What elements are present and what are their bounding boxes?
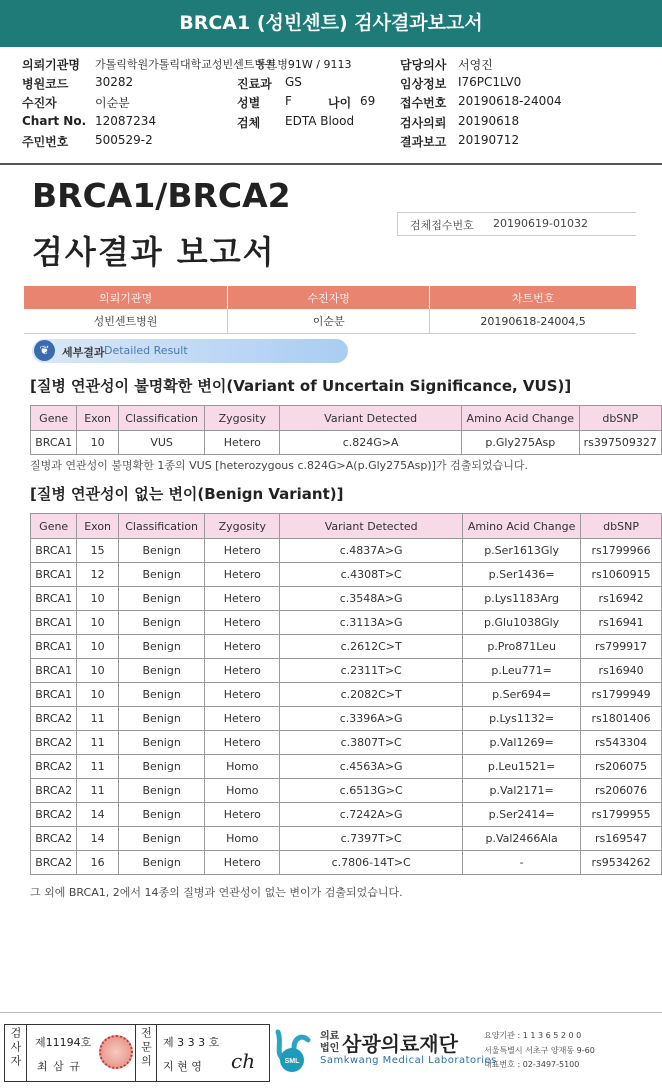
hospital-value: 가톨릭학원가톨릭대학교성빈센트병원: [95, 58, 276, 71]
table-row: [31, 587, 662, 611]
table-cell: c.4308T>C: [280, 563, 463, 587]
table-cell: p.Val2171=: [463, 779, 581, 803]
vus-section-title: [질병 연관성이 불명확한 변이(Variant of Uncertain Significance, VUS)]: [30, 377, 572, 395]
doctor-label: 담당의사: [400, 58, 447, 72]
specialist-number: 제 3 3 3 호: [163, 1036, 220, 1049]
vus-column-header: Zygosity: [205, 406, 280, 431]
table-row: [31, 707, 662, 731]
vus-column-header: dbSNP: [579, 406, 662, 431]
table-cell: Hetero: [205, 431, 280, 455]
request-label: 검사의뢰: [400, 116, 447, 130]
table-cell: BRCA1: [31, 587, 77, 611]
table-cell: Benign: [118, 731, 205, 755]
inspector-name: 최 삼 규: [37, 1060, 81, 1073]
org-phone: 대표번호 : 02-3497-5100: [484, 1060, 580, 1069]
table-cell: Benign: [118, 827, 205, 851]
table-cell: 11: [77, 731, 118, 755]
table-cell: 14: [77, 827, 118, 851]
table-cell: c.2612C>T: [280, 635, 463, 659]
table-cell: c.7397T>C: [280, 827, 463, 851]
vus-column-header: Gene: [31, 406, 77, 431]
table-cell: c.824G>A: [280, 431, 462, 455]
table-cell: p.Glu1038Gly: [463, 611, 581, 635]
table-cell: c.3396A>G: [280, 707, 463, 731]
vus-table: [30, 405, 662, 455]
table-row: [31, 683, 662, 707]
table-cell: p.Pro871Leu: [463, 635, 581, 659]
table-cell: c.2082C>T: [280, 683, 463, 707]
benign-column-header: dbSNP: [581, 514, 662, 539]
table-cell: Hetero: [205, 851, 280, 875]
doctor-value: 서영진: [458, 58, 493, 72]
table-cell: rs16942: [581, 587, 662, 611]
table-cell: 11: [77, 755, 118, 779]
detail-label-ko: 세부결과: [62, 346, 105, 359]
org-english-name: Samkwang Medical Laboratories: [320, 1055, 497, 1066]
table-cell: c.3113A>G: [280, 611, 463, 635]
table-row: [31, 755, 662, 779]
table-cell: BRCA2: [31, 851, 77, 875]
table-cell: 10: [77, 659, 118, 683]
table-cell: Homo: [205, 779, 280, 803]
table-cell: 10: [77, 635, 118, 659]
org-address: 서울특별시 서초구 양재동 9-60: [484, 1046, 595, 1055]
table-row: [31, 827, 662, 851]
table-cell: BRCA1: [31, 659, 77, 683]
table-cell: BRCA2: [31, 707, 77, 731]
specimen-receipt-value: 20190619-01032: [493, 217, 588, 230]
table-cell: Hetero: [205, 707, 280, 731]
table-cell: 11: [77, 707, 118, 731]
table-row: [31, 611, 662, 635]
summary-header: 차트번호: [430, 286, 636, 309]
report-title-line2: 검사결과 보고서: [32, 233, 276, 271]
table-cell: rs169547: [581, 827, 662, 851]
table-cell: rs206076: [581, 779, 662, 803]
logo-badge-text: SML: [284, 1058, 300, 1065]
report-banner: BRCA1 (성빈센트) 검사결과보고서: [0, 0, 662, 47]
table-cell: BRCA1: [31, 635, 77, 659]
ribbon-icon: ❦: [34, 340, 55, 361]
table-row: [31, 539, 662, 563]
table-cell: p.Ser2414=: [463, 803, 581, 827]
dept-value: GS: [285, 75, 302, 89]
table-cell: c.4563A>G: [280, 755, 463, 779]
table-cell: p.Lys1132=: [463, 707, 581, 731]
benign-header-row: [31, 514, 662, 539]
specialist-name: 지 현 영: [163, 1060, 202, 1073]
benign-column-header: Amino Acid Change: [463, 514, 581, 539]
org-name: 삼광의료재단: [342, 1032, 458, 1056]
specialist-label-text: 전문의: [139, 1027, 153, 1069]
summary-table: [24, 286, 636, 334]
table-cell: BRCA2: [31, 731, 77, 755]
inspector-number: 제11194호: [35, 1036, 92, 1049]
table-cell: c.3548A>G: [280, 587, 463, 611]
table-row: [31, 851, 662, 875]
table-cell: -: [463, 851, 581, 875]
request-value: 20190618: [458, 114, 520, 128]
table-cell: Benign: [118, 659, 205, 683]
benign-column-header: Gene: [31, 514, 77, 539]
benign-table: [30, 513, 662, 875]
patient-label: 수진자: [22, 96, 57, 110]
table-cell: 16: [77, 851, 118, 875]
table-cell: Benign: [118, 779, 205, 803]
table-cell: c.7242A>G: [280, 803, 463, 827]
table-cell: Benign: [118, 755, 205, 779]
vus-column-header: Variant Detected: [280, 406, 462, 431]
age-value: 69: [360, 94, 376, 108]
table-cell: VUS: [118, 431, 205, 455]
hospital-label: 의뢰기관명: [22, 58, 80, 72]
table-cell: BRCA2: [31, 803, 77, 827]
table-cell: rs1799949: [581, 683, 662, 707]
dept-label: 진료과: [237, 77, 272, 91]
chart-value: 12087234: [95, 114, 157, 128]
report-title-line1: BRCA1/BRCA2: [32, 176, 291, 215]
table-cell: Hetero: [205, 611, 280, 635]
table-cell: BRCA1: [31, 431, 77, 455]
org-type: 의료 법인: [320, 1031, 340, 1054]
table-cell: Hetero: [205, 563, 280, 587]
table-cell: 15: [77, 539, 118, 563]
benign-note: 그 외에 BRCA1, 2에서 14종의 질병과 연관성이 없는 변이가 검출되었습니다.: [30, 886, 403, 899]
seal-stamp-icon: [99, 1035, 133, 1069]
table-cell: p.Gly275Asp: [462, 431, 579, 455]
table-cell: c.4837A>G: [280, 539, 463, 563]
table-cell: Homo: [205, 827, 280, 851]
table-cell: c.2311T>C: [280, 659, 463, 683]
table-cell: 14: [77, 803, 118, 827]
table-cell: Hetero: [205, 683, 280, 707]
table-cell: rs16941: [581, 611, 662, 635]
specimen-label: 검체: [237, 116, 261, 130]
header-divider: [0, 163, 662, 165]
table-cell: p.Leu1521=: [463, 755, 581, 779]
table-row: [31, 779, 662, 803]
table-cell: BRCA2: [31, 827, 77, 851]
summary-header: 수진자명: [228, 286, 430, 309]
table-cell: rs1801406: [581, 707, 662, 731]
table-cell: BRCA2: [31, 779, 77, 803]
detail-label-en: Detailed Result: [104, 344, 188, 357]
table-row: [31, 731, 662, 755]
table-cell: Benign: [118, 587, 205, 611]
table-cell: rs1060915: [581, 563, 662, 587]
vus-column-header: Amino Acid Change: [462, 406, 579, 431]
summary-header: 의뢰기관명: [24, 286, 228, 309]
table-cell: 10: [77, 611, 118, 635]
table-cell: p.Val1269=: [463, 731, 581, 755]
benign-column-header: Exon: [77, 514, 118, 539]
table-row: [31, 659, 662, 683]
table-cell: rs397509327: [579, 431, 662, 455]
table-cell: rs16940: [581, 659, 662, 683]
table-cell: Hetero: [205, 803, 280, 827]
table-cell: p.Ser694=: [463, 683, 581, 707]
benign-column-header: Variant Detected: [280, 514, 463, 539]
table-cell: Benign: [118, 539, 205, 563]
table-cell: c.6513G>C: [280, 779, 463, 803]
table-cell: c.7806-14T>C: [280, 851, 463, 875]
detailed-result-bar: [32, 339, 348, 363]
receipt-label: 접수번호: [400, 96, 447, 110]
summary-cell: 20190618-24004,5: [430, 309, 636, 334]
table-cell: 10: [77, 683, 118, 707]
table-cell: rs543304: [581, 731, 662, 755]
ssn-label: 주민번호: [22, 135, 69, 149]
table-cell: Benign: [118, 803, 205, 827]
benign-column-header: Classification: [118, 514, 205, 539]
table-cell: p.Ser1436=: [463, 563, 581, 587]
table-row: [31, 563, 662, 587]
specimen-value: EDTA Blood: [285, 114, 355, 128]
table-cell: Benign: [118, 563, 205, 587]
summary-cell: 이순분: [228, 309, 430, 334]
table-cell: 10: [77, 431, 118, 455]
table-cell: Benign: [118, 851, 205, 875]
table-cell: 12: [77, 563, 118, 587]
signature-box: [4, 1024, 270, 1082]
clinical-value: I76PC1LV0: [458, 75, 522, 89]
table-cell: BRCA2: [31, 755, 77, 779]
code-label: 병원코드: [22, 77, 69, 91]
vus-header-row: [31, 406, 662, 431]
inspector-label-text: 검사자: [9, 1027, 22, 1069]
signature: ch: [231, 1049, 256, 1073]
table-cell: BRCA1: [31, 563, 77, 587]
table-cell: Hetero: [205, 731, 280, 755]
inspector-label: [5, 1025, 27, 1081]
sex-label: 성별: [237, 96, 261, 110]
age-label: 나이: [328, 96, 352, 110]
vus-note: 질병과 연관성이 불명확한 1종의 VUS [heterozygous c.824G>A(p.Gly275Asp)]가 검출되었습니다.: [30, 459, 528, 472]
table-cell: p.Val2466Ala: [463, 827, 581, 851]
report-value: 20190712: [458, 133, 520, 147]
table-cell: Hetero: [205, 587, 280, 611]
table-cell: rs799917: [581, 635, 662, 659]
patient-value: 이순분: [95, 96, 130, 110]
vus-column-header: Exon: [77, 406, 118, 431]
table-cell: Benign: [118, 707, 205, 731]
table-cell: c.3807T>C: [280, 731, 463, 755]
table-cell: Hetero: [205, 635, 280, 659]
table-row: [31, 431, 662, 455]
table-cell: Benign: [118, 635, 205, 659]
report-label: 결과보고: [400, 135, 447, 149]
table-cell: p.Leu771=: [463, 659, 581, 683]
table-cell: 11: [77, 779, 118, 803]
specialist-label: [135, 1025, 157, 1081]
table-cell: BRCA1: [31, 683, 77, 707]
ward-value: 동트병91W / 9113: [256, 58, 352, 71]
code-value: 30282: [95, 75, 134, 89]
ssn-value: 500529-2: [95, 133, 153, 147]
table-cell: Benign: [118, 683, 205, 707]
table-cell: BRCA1: [31, 611, 77, 635]
table-cell: Homo: [205, 755, 280, 779]
receipt-value: 20190618-24004: [458, 94, 562, 108]
samkwang-logo-icon: [272, 1028, 314, 1074]
benign-section-title: [질병 연관성이 없는 변이(Benign Variant)]: [30, 485, 344, 503]
table-cell: rs9534262: [581, 851, 662, 875]
table-row: [31, 635, 662, 659]
table-cell: rs206075: [581, 755, 662, 779]
footer-divider: [0, 1012, 662, 1013]
summary-cell: 성빈센트병원: [24, 309, 228, 334]
table-cell: 10: [77, 587, 118, 611]
specimen-receipt-box: [397, 212, 636, 236]
table-cell: Hetero: [205, 539, 280, 563]
benign-column-header: Zygosity: [205, 514, 280, 539]
table-cell: p.Ser1613Gly: [463, 539, 581, 563]
sex-value: F: [285, 94, 292, 108]
specimen-receipt-label: 검체접수번호: [410, 219, 474, 232]
vus-column-header: Classification: [118, 406, 205, 431]
clinical-label: 임상정보: [400, 77, 447, 91]
table-cell: rs1799955: [581, 803, 662, 827]
table-cell: Hetero: [205, 659, 280, 683]
table-cell: p.Lys1183Arg: [463, 587, 581, 611]
table-cell: BRCA1: [31, 539, 77, 563]
chart-label: Chart No.: [22, 114, 87, 128]
table-row: [31, 803, 662, 827]
table-cell: Benign: [118, 611, 205, 635]
table-cell: rs1799966: [581, 539, 662, 563]
org-code: 요양기관 : 1 1 3 6 5 2 0 0: [484, 1031, 582, 1040]
